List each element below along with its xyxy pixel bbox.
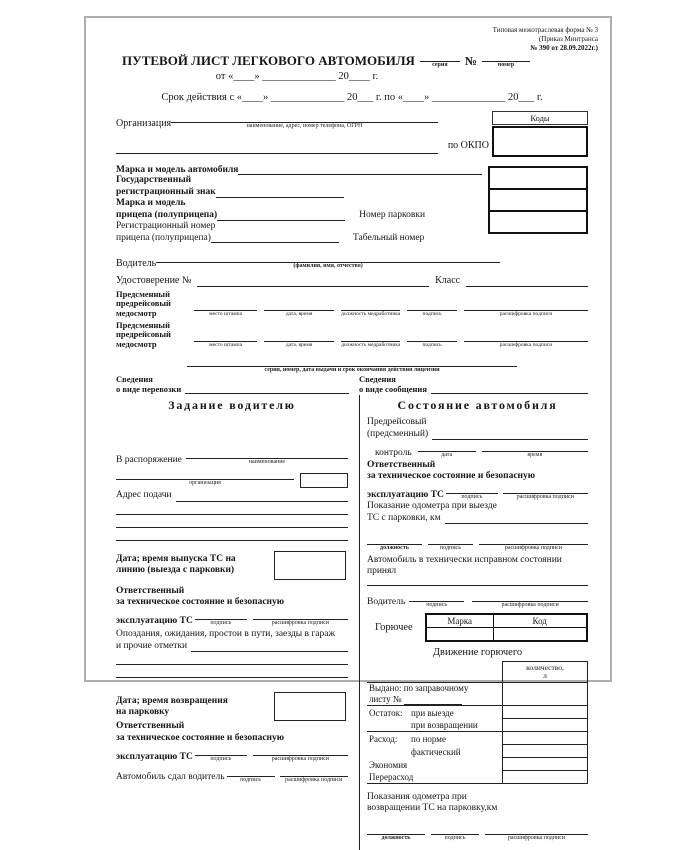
waybill-form-page xyxy=(84,16,612,842)
fuel-code-cell xyxy=(493,628,587,642)
blank-line xyxy=(341,330,400,342)
precontrol-label: Предрейсовый xyxy=(367,417,427,428)
series-blank xyxy=(420,50,460,69)
blank-line xyxy=(485,823,588,835)
organization-label: Организация xyxy=(116,118,172,130)
codes-header: Коды xyxy=(492,111,588,125)
blank-line xyxy=(404,694,462,705)
page-title: ПУТЕВОЙ ЛИСТ ЛЕГКОВОГО АВТОМОБИЛЯ xyxy=(122,52,415,68)
organization-section xyxy=(116,111,588,157)
date-field: дата xyxy=(418,440,476,459)
sign-decode-field: расшифровка подписи xyxy=(503,482,588,501)
medical-exam-label: Предсменный предрейсовый медосмотр xyxy=(116,289,171,318)
form-note xyxy=(493,26,598,53)
blank-line xyxy=(116,665,348,678)
responsible-label: Ответственный xyxy=(367,459,436,470)
date-line: от «____» ______________ 20____ г. xyxy=(215,71,379,83)
sign-decode-field: расшифровка подписи xyxy=(253,744,348,763)
driver-row xyxy=(116,251,588,270)
blank-line xyxy=(116,515,348,528)
fuel-brand-cell xyxy=(426,628,494,642)
blank-line xyxy=(445,512,588,524)
rest-out-cell xyxy=(503,705,588,718)
fuel-code-header: Код xyxy=(493,614,587,628)
sign-field: подпись xyxy=(407,299,457,318)
disposal-label: В распоряжение xyxy=(116,454,182,465)
form-note-line: № 390 от 28.09.2022г.) xyxy=(530,44,598,53)
blank-line xyxy=(217,209,345,221)
sign-decode-field: расшифровка подписи xyxy=(464,330,588,349)
personnel-number-label: Табельный номер xyxy=(352,232,425,243)
blank-line xyxy=(116,528,348,541)
consumption-fact-cell xyxy=(503,744,588,757)
med-position-field: должность медработника xyxy=(341,330,400,349)
economy-label: Экономия xyxy=(369,759,408,770)
sign-field: подпись xyxy=(195,608,247,627)
blank-line xyxy=(194,299,257,311)
blank-line xyxy=(194,330,257,342)
trailer-label-2: прицепа (полуприцепа) xyxy=(116,210,218,221)
car-model-label: Марка и модель автомобиля xyxy=(116,164,239,175)
departure-time-box xyxy=(274,551,346,580)
return-row xyxy=(116,692,348,721)
medical-exam-row xyxy=(116,290,588,318)
blank-line xyxy=(472,590,588,602)
med-position-field: должность медработника xyxy=(341,299,400,318)
task-header: Задание водителю xyxy=(168,398,296,413)
driver-label: Водитель xyxy=(116,258,157,269)
overrun-cell xyxy=(503,770,588,783)
blank-line xyxy=(280,765,348,777)
blank-line xyxy=(367,577,588,586)
trailer-reg-label-2: прицепа (полуприцепа) xyxy=(116,232,211,243)
sign-field: подпись xyxy=(227,765,275,784)
fuel-row xyxy=(367,613,588,642)
blank-line xyxy=(264,330,334,342)
accepted-label: Автомобиль в технически исправном состоянии принял xyxy=(367,554,562,576)
date-time-field: дата, время xyxy=(264,299,334,318)
stamp-place-field: место штампа xyxy=(194,330,257,349)
license-info-row xyxy=(116,355,588,374)
state-reg-label-2: регистрационный знак xyxy=(116,187,216,198)
parking-number-cell xyxy=(490,190,586,212)
driver-task-column: Задание водителю В распоряжение наименование организация Адрес подачи Дата; время выпуска ТС на линию (выезда с парковки) Ответственный за техническое состояние и безопасную эксплуатацию ТС подпись расшифровка подписи Опоздания, ожидания, простои в пути, заезды в гараж и прочие отметки Дата; время возвращения на парковку Ответственный за техническое состояние и безопасную эксплуатацию ТС подпись расшифровка подписи Автомобиль сдал водитель подпись расшифровка подписи xyxy=(116,395,359,850)
blank-line xyxy=(503,482,588,494)
issued-label: Выдано: по заправочному листу № xyxy=(367,683,503,705)
return-label: Дата; время возвращения на парковку xyxy=(116,695,228,717)
quantity-header: количество, л xyxy=(503,662,588,683)
sign-decode-field: расшифровка подписи xyxy=(253,608,348,627)
stamp-place-field: место штампа xyxy=(194,299,257,318)
blank-line xyxy=(367,823,425,835)
sign-field: подпись xyxy=(195,744,247,763)
blank-line xyxy=(253,744,348,756)
blank-line xyxy=(431,823,479,835)
series-caption: серия xyxy=(432,62,448,68)
fuel-table xyxy=(425,613,588,642)
overrun-label: Перерасход xyxy=(367,770,503,783)
license-info-caption: серия, номер, дата выдачи и срок окончания действия лицензии xyxy=(264,367,440,374)
issued-qty-cell xyxy=(503,683,588,705)
form-note-line: (Приказ Минтранса xyxy=(538,35,598,44)
sign-decode-field: расшифровка подписи xyxy=(479,533,588,552)
medical-exam-row xyxy=(116,321,588,349)
sign-field: подпись xyxy=(428,533,473,552)
blank-line xyxy=(195,608,247,620)
trailer-label-1: Марка и модель xyxy=(116,198,186,209)
blank-line xyxy=(116,142,438,154)
blank-line xyxy=(482,440,588,452)
blank-line xyxy=(446,482,498,494)
org-code-box xyxy=(300,473,348,488)
sign-decode-field: расшифровка подписи xyxy=(472,590,588,609)
blank-line xyxy=(432,428,588,440)
blank-line xyxy=(185,382,349,394)
blank-line xyxy=(407,299,457,311)
departure-label: Дата; время выпуска ТС на линию (выезда с парковки) xyxy=(116,553,236,576)
info-row xyxy=(116,375,588,394)
odometer-return-label: Показания одометра при xyxy=(367,791,467,802)
odometer-out-label: Показание одометра при выезде xyxy=(367,501,497,512)
blank-line xyxy=(420,50,460,62)
return-time-box xyxy=(274,692,346,721)
economy-cell xyxy=(503,757,588,770)
consumption-norm-label: Расход: по норме xyxy=(367,731,503,744)
codes-table xyxy=(492,111,588,157)
delays-label: Опоздания, ожидания, простои в пути, заезды в гараж xyxy=(116,629,336,640)
disposal-field: наименование xyxy=(186,447,348,466)
blank-line xyxy=(116,652,348,665)
number-sign: № xyxy=(464,54,477,69)
blank-line xyxy=(156,251,500,263)
blank-line xyxy=(466,275,588,287)
address-label: Адрес подачи xyxy=(116,489,172,500)
fio-caption: (фамилия, имя, отчество) xyxy=(293,263,363,270)
blank-line xyxy=(191,640,348,652)
blank-line xyxy=(407,330,457,342)
blank-line xyxy=(187,355,517,367)
state-reg-label-1: Государственный xyxy=(116,175,192,186)
license-info-field xyxy=(187,355,517,374)
blank-line xyxy=(341,299,400,311)
fuel-movement-table xyxy=(367,661,588,783)
departure-row xyxy=(116,551,348,580)
organization-field xyxy=(171,111,438,130)
driver-name-field xyxy=(156,251,500,270)
fuel-brand-header: Марка xyxy=(426,614,494,628)
blank-line xyxy=(171,111,438,123)
organization-field: организация xyxy=(116,468,294,487)
responsible-label: Ответственный xyxy=(116,585,185,596)
blank-line xyxy=(195,744,247,756)
blank-line xyxy=(197,275,429,287)
handed-label: Автомобиль сдал водитель xyxy=(116,772,225,783)
responsible-label: Ответственный xyxy=(116,721,185,732)
fuel-label: Горючее xyxy=(375,622,413,634)
blank-line xyxy=(479,533,588,545)
position-field: должность xyxy=(367,533,422,552)
sign-decode-field: расшифровка подписи xyxy=(280,765,348,784)
sign-field: подпись xyxy=(407,330,457,349)
blank-line xyxy=(464,299,588,311)
consumption-fact-label: фактический xyxy=(411,746,461,757)
state-header: Состояние автомобиля xyxy=(397,398,558,413)
blank-line xyxy=(253,608,348,620)
validity-line: Срок действия с «____» ______________ 20___ г. по «____» ______________ 20___ г. xyxy=(161,92,543,104)
sign-decode-field: расшифровка подписи xyxy=(485,823,588,842)
blank-line xyxy=(409,590,464,602)
class-label: Класс xyxy=(435,274,461,286)
organization-caption: наименование, адрес, номер телефона, ОГРН xyxy=(246,123,363,130)
blank-line xyxy=(464,330,588,342)
blank-line xyxy=(428,533,473,545)
rest-return-label: при возвращении xyxy=(411,720,478,731)
vehicle-section xyxy=(116,163,588,243)
personnel-number-cell xyxy=(490,212,586,232)
blank-line xyxy=(367,533,422,545)
driver-label: Водитель xyxy=(367,597,406,608)
number-caption: номер xyxy=(497,62,515,68)
vehicle-code-cell xyxy=(490,168,586,190)
blank-line xyxy=(227,765,275,777)
blank-line xyxy=(264,299,334,311)
vehicle-codes-table xyxy=(488,166,588,234)
rest-return-cell xyxy=(503,718,588,731)
blank-line xyxy=(216,186,344,198)
vehicle-state-column: Состояние автомобиля Предрейсовый (предсменный) контроль дата время Ответственный за техническое состояние и безопасную эксплуатацию ТС подпись расшифровка подписи Показание одометра при выезде ТС с парковки, км должность подпись расшифровка подписи Автомобиль в технически исправном состоянии принял Водитель подпись расшифровка подписи Горючее Марка Код Движение горючего количество, л Выдано: по заправочному листу № Остаток: при выезде при возвращении Расход: по норме фактический Экономия Перерасход Показания одометра при возвращении ТС на парковку,км должность подпись расшифровка подписи xyxy=(359,395,588,850)
message-info-label: Сведения о виде сообщения xyxy=(359,374,427,394)
consumption-norm-cell xyxy=(503,731,588,744)
trailer-reg-label-1: Регистрационный номер xyxy=(116,220,216,231)
date-time-field: дата, время xyxy=(264,330,334,349)
okpo-code-cell xyxy=(492,126,588,157)
sign-field: подпись xyxy=(446,482,498,501)
blank-line xyxy=(176,490,348,502)
blank-line xyxy=(238,163,482,175)
blank-line xyxy=(116,468,294,480)
license-label: Удостоверение № xyxy=(116,274,192,286)
license-row xyxy=(116,275,588,288)
parking-number-label: Номер парковки xyxy=(359,210,426,221)
sign-field: подпись xyxy=(409,590,464,609)
blank-line xyxy=(418,440,476,452)
sign-field: подпись xyxy=(431,823,479,842)
rest-out-label: Остаток: при выезде xyxy=(367,705,503,718)
position-field: должность xyxy=(367,823,425,842)
medical-exam-label: Предсменный предрейсовый медосмотр xyxy=(116,320,171,349)
form-note-line: Типовая межотраслевая форма № 3 xyxy=(492,26,598,34)
blank-line xyxy=(116,502,348,515)
blank-line xyxy=(431,382,588,394)
time-field: время xyxy=(482,440,588,459)
blank-line xyxy=(186,447,348,459)
blank-line xyxy=(211,231,339,243)
carriage-info-label: Сведения о виде перевозки xyxy=(116,374,182,394)
empty-cell xyxy=(367,662,503,683)
sign-decode-field: расшифровка подписи xyxy=(464,299,588,318)
fuel-movement-header: Движение горючего xyxy=(432,647,523,659)
okpo-label: по ОКПО xyxy=(447,139,489,151)
